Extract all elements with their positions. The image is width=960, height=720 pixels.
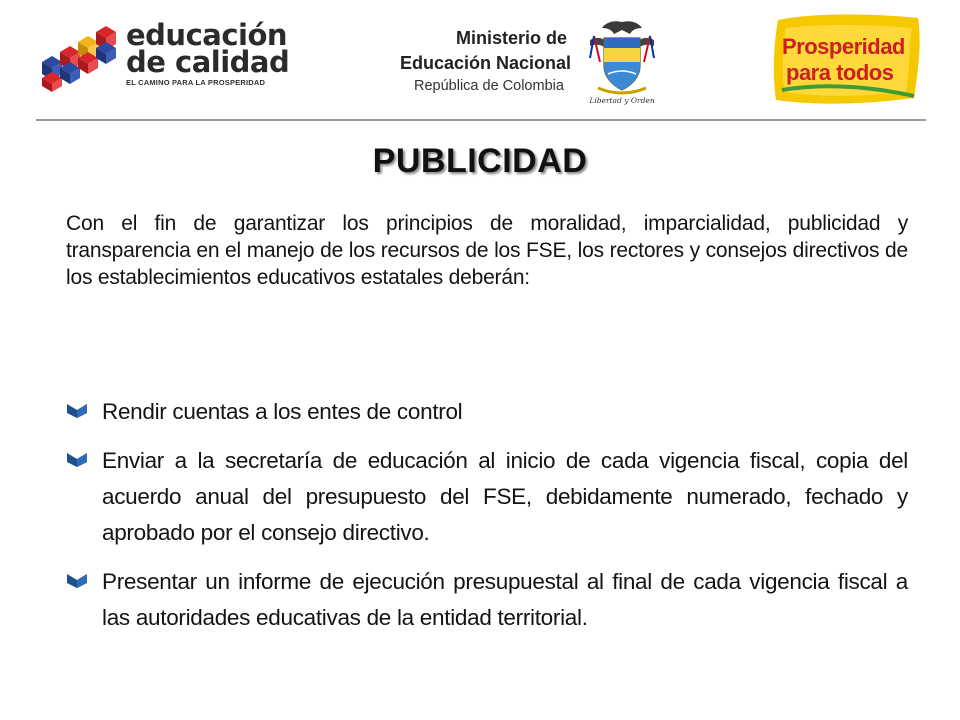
ministerio-line1: Ministerio de <box>456 28 568 48</box>
educacion-de-calidad-logo <box>32 18 292 96</box>
educacion-logo-text <box>126 18 290 87</box>
bullet-text: Rendir cuentas a los entes de control <box>102 399 463 424</box>
ministerio-line2: Educación Nacional <box>400 53 572 73</box>
ministerio-line3: República de Colombia <box>414 78 564 94</box>
bullet-text: Presentar un informe de ejecución presupuestal al final de cada vigencia fiscal a las autoridades educativas de la entidad territorial. <box>102 569 908 630</box>
coat-of-arms-icon <box>584 18 660 98</box>
prosperidad-para-todos-logo <box>768 12 928 112</box>
ministerio-logo <box>386 22 586 102</box>
prosperidad-line2: para todos <box>786 60 894 85</box>
cubes-logo-icon <box>32 26 124 92</box>
shield-motto: Libertad y Orden <box>589 96 655 105</box>
educacion-logo-line2: de calidad <box>126 45 290 79</box>
checkmark-bullet-icon <box>66 572 88 588</box>
checkmark-bullet-icon <box>66 451 88 467</box>
colombia-coat-of-arms <box>584 18 660 114</box>
bullet-item <box>66 443 908 551</box>
checkmark-bullet-icon <box>66 402 88 418</box>
bullet-item <box>66 394 908 430</box>
educacion-logo-line1: educación <box>126 18 288 52</box>
intro-paragraph: Con el fin de garantizar los principios de moralidad, imparcialidad, publicidad y transparencia en el manejo de los recursos de los FSE, los rectores y consejos directivos de los establecimientos educativos estatales deberán: <box>66 212 908 289</box>
slide-header <box>0 0 960 120</box>
bullet-text: Enviar a la secretaría de educación al inicio de cada vigencia fiscal, copia del acuerdo anual del presupuesto del FSE, debidamente numerado, fechado y aprobado por el consejo directivo. <box>102 448 908 545</box>
bullet-list <box>66 394 908 649</box>
slide-title: PUBLICIDAD <box>372 142 588 180</box>
header-divider <box>36 119 926 121</box>
prosperidad-line1: Prosperidad <box>782 34 905 59</box>
educacion-logo-tagline: EL CAMINO PARA LA PROSPERIDAD <box>126 78 266 87</box>
bullet-item <box>66 564 908 636</box>
